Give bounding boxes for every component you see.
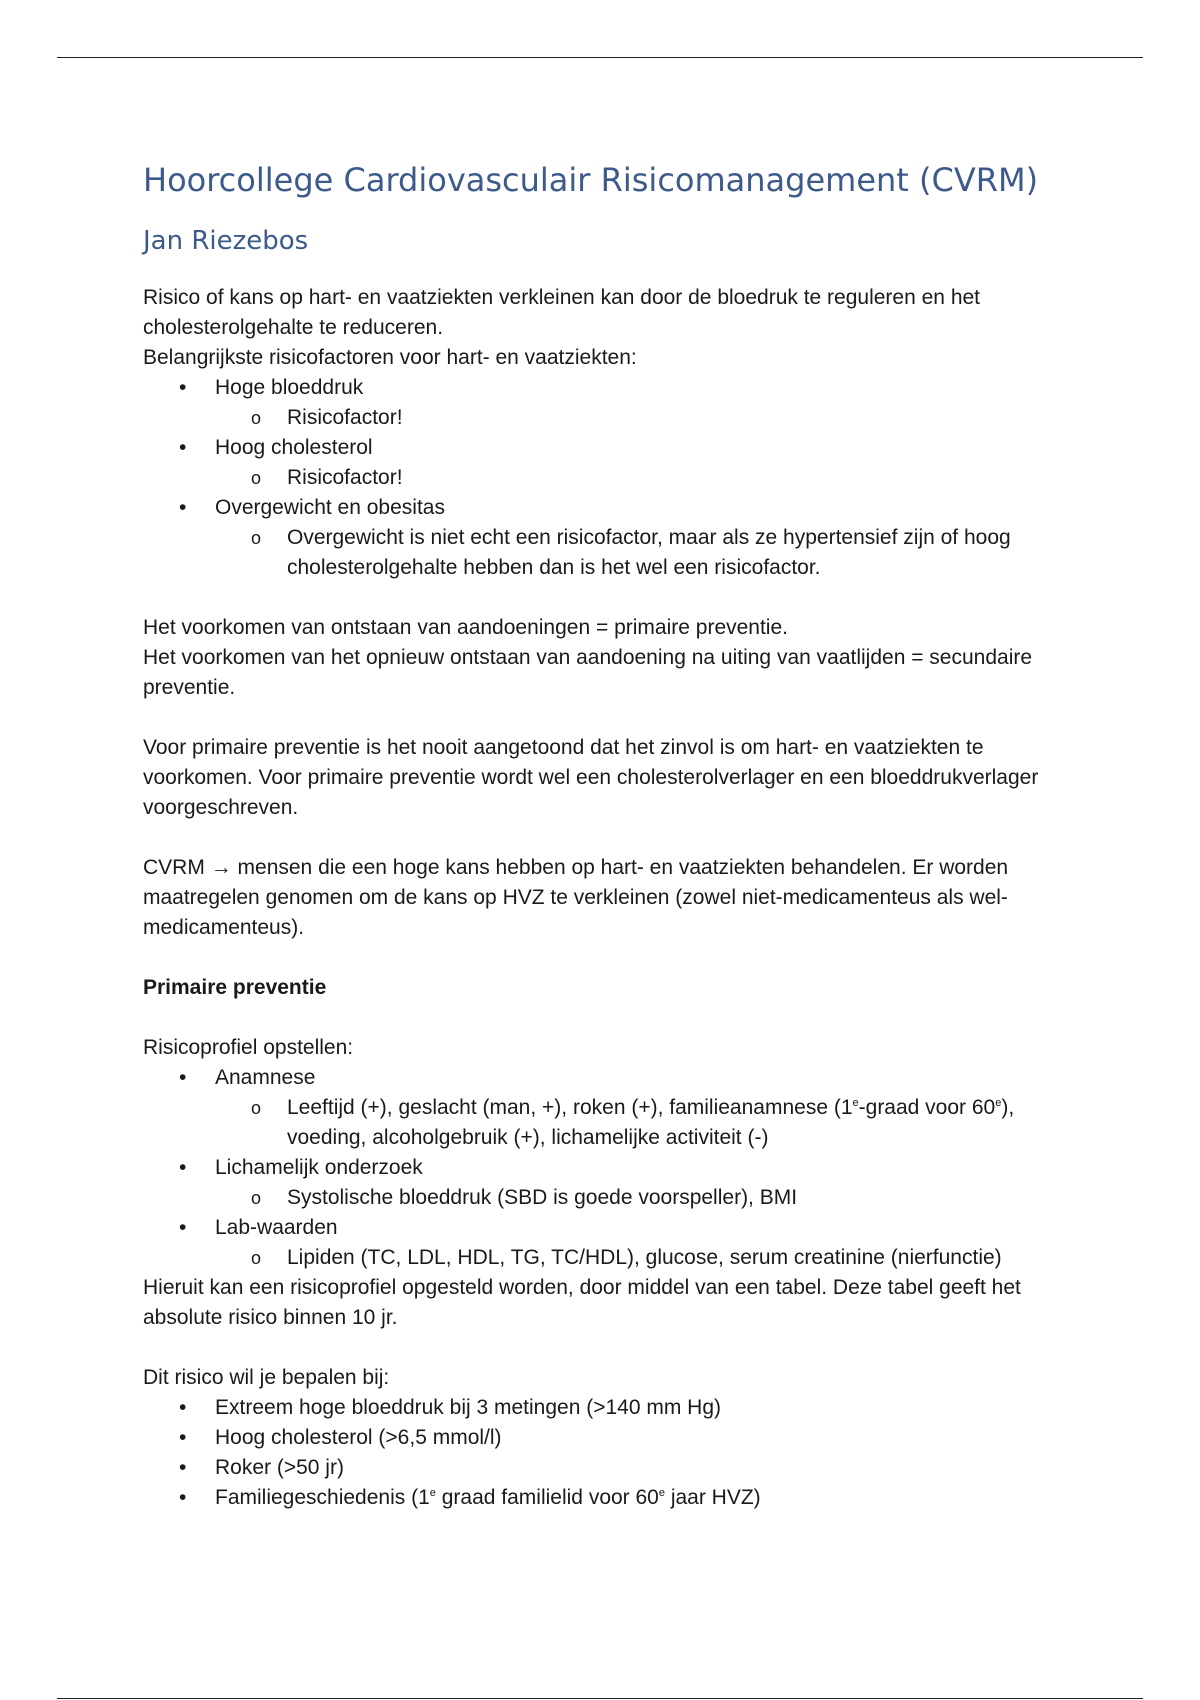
bullet-icon: • (179, 1456, 187, 1480)
sub-item-text: Systolische bloeddruk (SBD is goede voorspeller), BMI (287, 1186, 798, 1210)
sub-item-text: Lipiden (TC, LDL, HDL, TG, TC/HDL), glucose, serum creatinine (nierfunctie) (287, 1246, 1002, 1270)
list-item (143, 373, 1063, 433)
bepalen-list (143, 1393, 1063, 1513)
list-item-label: Lichamelijk onderzoek (215, 1156, 423, 1180)
sub-item-text: Overgewicht is niet echt een risicofactor, maar als ze hypertensief zijn of hoog cholesterolgehalte hebben dan is het wel een risicofactor. (287, 526, 1011, 580)
header-rule (57, 57, 1143, 58)
risk-factors-intro: Belangrijkste risicofactoren voor hart- en vaatziekten: (143, 346, 637, 370)
list-item-label: Overgewicht en obesitas (215, 496, 445, 520)
secondary-prevention-definition: Het voorkomen van het opnieuw ontstaan van aandoening na uiting van vaatlijden = secundaire preventie. (143, 646, 1033, 700)
intro-paragraph: Risico of kans op hart- en vaatziekten verkleinen kan door de bloedruk te reguleren en het cholesterolgehalte te reduceren. (143, 286, 981, 340)
circle-bullet-icon: o (251, 1188, 262, 1209)
sub-list-item (215, 403, 1063, 433)
profile-list (143, 1063, 1063, 1273)
bepalen-intro: Dit risico wil je bepalen bij: (143, 1366, 390, 1390)
sub-item-text: Leeftijd (+), geslacht (man, +), roken (+), familieanamnese (1e-graad voor 60e), voeding, alcoholgebruik (+), lichamelijke activiteit (-) (287, 1096, 1015, 1150)
document-title: Hoorcollege Cardiovasculair Risicomanagement (CVRM) (143, 161, 1039, 199)
cvrm-text: mensen die een hoge kans hebben op hart- en vaatziekten behandelen. Er worden maatregelen genomen om de kans op HVZ te verkleinen (zowel niet-medicamenteus als wel-medicamenteus). (143, 856, 1009, 940)
list-item-label: Familiegeschiedenis (1e graad familielid voor 60e jaar HVZ) (215, 1486, 761, 1510)
sub-item-text: Risicofactor! (287, 406, 403, 430)
bullet-icon: • (179, 1066, 187, 1090)
cvrm-paragraph (143, 853, 1063, 943)
footer-rule (57, 1698, 1143, 1699)
prevention-paragraph: Voor primaire preventie is het nooit aangetoond dat het zinvol is om hart- en vaatziekten te voorkomen. Voor primaire preventie wordt wel een cholesterolverlager en een bloeddrukverlager voorgeschreven. (143, 736, 1039, 820)
circle-bullet-icon: o (251, 528, 262, 549)
document-author: Jan Riezebos (143, 226, 309, 256)
bullet-icon: • (179, 1396, 187, 1420)
sub-list-item (215, 463, 1063, 493)
risk-factor-list (143, 373, 1063, 583)
bullet-icon: • (179, 1486, 187, 1510)
list-item (143, 1213, 1063, 1273)
list-item-label: Hoog cholesterol (>6,5 mmol/l) (215, 1426, 502, 1450)
profile-conclusion: Hieruit kan een risicoprofiel opgesteld worden, door middel van een tabel. Deze tabel geeft het absolute risico binnen 10 jr. (143, 1276, 1021, 1330)
bullet-icon: • (179, 1426, 187, 1450)
list-item (143, 1393, 1063, 1423)
bullet-icon: • (179, 1156, 187, 1180)
list-item (143, 1423, 1063, 1453)
circle-bullet-icon: o (251, 1098, 262, 1119)
circle-bullet-icon: o (251, 1248, 262, 1269)
bullet-icon: • (179, 376, 187, 400)
list-item (143, 1153, 1063, 1213)
list-item-label: Lab-waarden (215, 1216, 338, 1240)
list-item-label: Hoge bloeddruk (215, 376, 364, 400)
cvrm-label: CVRM (143, 856, 205, 880)
list-item (143, 493, 1063, 583)
list-item (143, 433, 1063, 493)
document-page (143, 160, 1063, 1513)
profile-intro: Risicoprofiel opstellen: (143, 1036, 354, 1060)
bullet-icon: • (179, 436, 187, 460)
list-item-label: Roker (>50 jr) (215, 1456, 344, 1480)
list-item-label: Hoog cholesterol (215, 436, 373, 460)
list-item (143, 1063, 1063, 1153)
sub-list-item (215, 1093, 1063, 1153)
list-item-label: Extreem hoge bloeddruk bij 3 metingen (>140 mm Hg) (215, 1396, 722, 1420)
arrow-right-icon: → (210, 856, 232, 880)
bullet-icon: • (179, 1216, 187, 1240)
list-item (143, 1483, 1063, 1513)
sub-list-item (215, 1183, 1063, 1213)
section-heading: Primaire preventie (143, 976, 327, 1000)
circle-bullet-icon: o (251, 408, 262, 429)
bullet-icon: • (179, 496, 187, 520)
sub-item-text: Risicofactor! (287, 466, 403, 490)
sub-list-item (215, 523, 1063, 583)
list-item (143, 1453, 1063, 1483)
sub-list-item (215, 1243, 1063, 1273)
circle-bullet-icon: o (251, 468, 262, 489)
primary-prevention-definition: Het voorkomen van ontstaan van aandoeningen = primaire preventie. (143, 616, 788, 640)
list-item-label: Anamnese (215, 1066, 316, 1090)
